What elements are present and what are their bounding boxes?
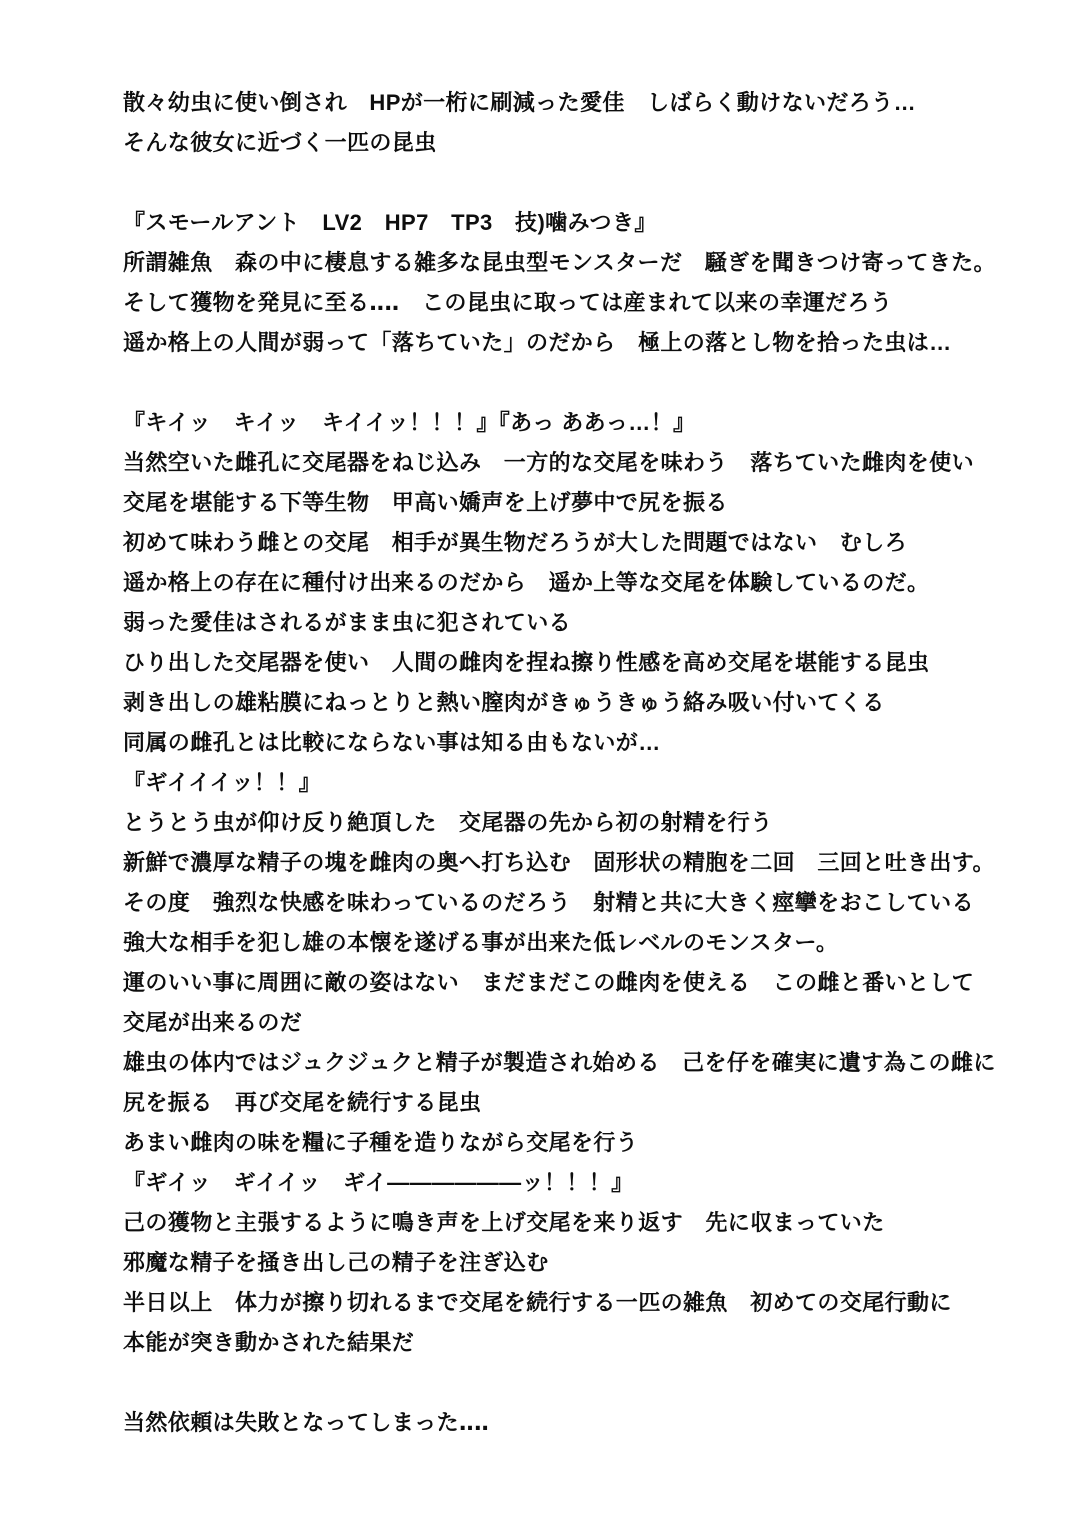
text-line: 雄虫の体内ではジュクジュクと精子が製造され始める 己を仔を確実に遺す為この雌に	[123, 1050, 996, 1075]
text-line: そして獲物を発見に至る‥‥ この昆虫に取っては産まれて以来の幸運だろう	[123, 290, 893, 315]
text-line: そんな彼女に近づく一匹の昆虫	[123, 130, 437, 155]
text-line: 『スモールアント LV2 HP7 TP3 技)噛みつき』	[123, 210, 657, 235]
text-line: 散々幼虫に使い倒され HPが一桁に刷減った愛佳 しばらく動けないだろう…	[123, 90, 916, 115]
text-line: 本能が突き動かされた結果だ	[123, 1330, 415, 1355]
text-line: とうとう虫が仰け反り絶頂した 交尾器の先から初の射精を行う	[123, 810, 773, 835]
text-line: 遥か格上の存在に種付け出来るのだから 遥か上等な交尾を体験しているのだ。	[123, 570, 930, 595]
text-line: 剥き出しの雄粘膜にねっとりと熱い膣肉がきゅうきゅう絡み吸い付いてくる	[123, 690, 885, 715]
text-line: 初めて味わう雌との交尾 相手が異生物だろうが大した問題ではない むしろ	[123, 530, 908, 555]
blank-line	[123, 1363, 1062, 1403]
text-line: 邪魔な精子を掻き出し己の精子を注ぎ込む	[123, 1250, 549, 1275]
text-line: 遥か格上の人間が弱って「落ちていた」のだから 極上の落とし物を拾った虫は…	[123, 330, 952, 355]
text-line: 所謂雑魚 森の中に棲息する雑多な昆虫型モンスターだ 騒ぎを聞きつけ寄ってきた。	[123, 250, 996, 275]
text-line: 交尾を堪能する下等生物 甲高い嬌声を上げ夢中で尻を振る	[123, 490, 728, 515]
text-line: 当然依頼は失敗となってしまった‥‥	[123, 1410, 490, 1435]
text-line: 交尾が出来るのだ	[123, 1010, 303, 1035]
blank-line	[123, 163, 1062, 203]
text-line: 弱った愛佳はされるがまま虫に犯されている	[123, 610, 572, 635]
text-line: 尻を振る 再び交尾を続行する昆虫	[123, 1090, 482, 1115]
text-line: あまい雌肉の味を糧に子種を造りながら交尾を行う	[123, 1130, 639, 1155]
text-line: ひり出した交尾器を使い 人間の雌肉を捏ね擦り性感を高め交尾を堪能する昆虫	[123, 650, 930, 675]
text-line: 新鮮で濃厚な精子の塊を雌肉の奥へ打ち込む 固形状の精胞を二回 三回と吐き出す。	[123, 850, 995, 875]
text-line: 『ギイイイッ！！』	[123, 770, 322, 795]
text-line: 当然空いた雌孔に交尾器をねじ込み 一方的な交尾を味わう 落ちていた雌肉を使い	[123, 450, 974, 475]
text-line: 半日以上 体力が擦り切れるまで交尾を続行する一匹の雑魚 初めての交尾行動に	[123, 1290, 952, 1315]
text-line: 強大な相手を犯し雄の本懐を遂げる事が出来た低レベルのモンスター。	[123, 930, 839, 955]
text-line: その度 強烈な快感を味わっているのだろう 射精と共に大きく痙攣をおこしている	[123, 890, 974, 915]
text-block	[123, 83, 1062, 1443]
text-line: 己の獲物と主張するように鳴き声を上げ交尾を来り返す 先に収まっていた	[123, 1210, 885, 1235]
text-line: 『ギイッ ギイイッ ギイ――――――ッ！！！』	[123, 1170, 634, 1195]
text-line: 運のいい事に周囲に敵の姿はない まだまだこの雌肉を使える この雌と番いとして	[123, 970, 975, 995]
text-line: 『キイッ キイッ キイイッ！！！』『あっ ああっ…！』	[123, 410, 696, 435]
blank-line	[123, 363, 1062, 403]
text-line: 同属の雌孔とは比較にならない事は知る由もないが…	[123, 730, 661, 755]
